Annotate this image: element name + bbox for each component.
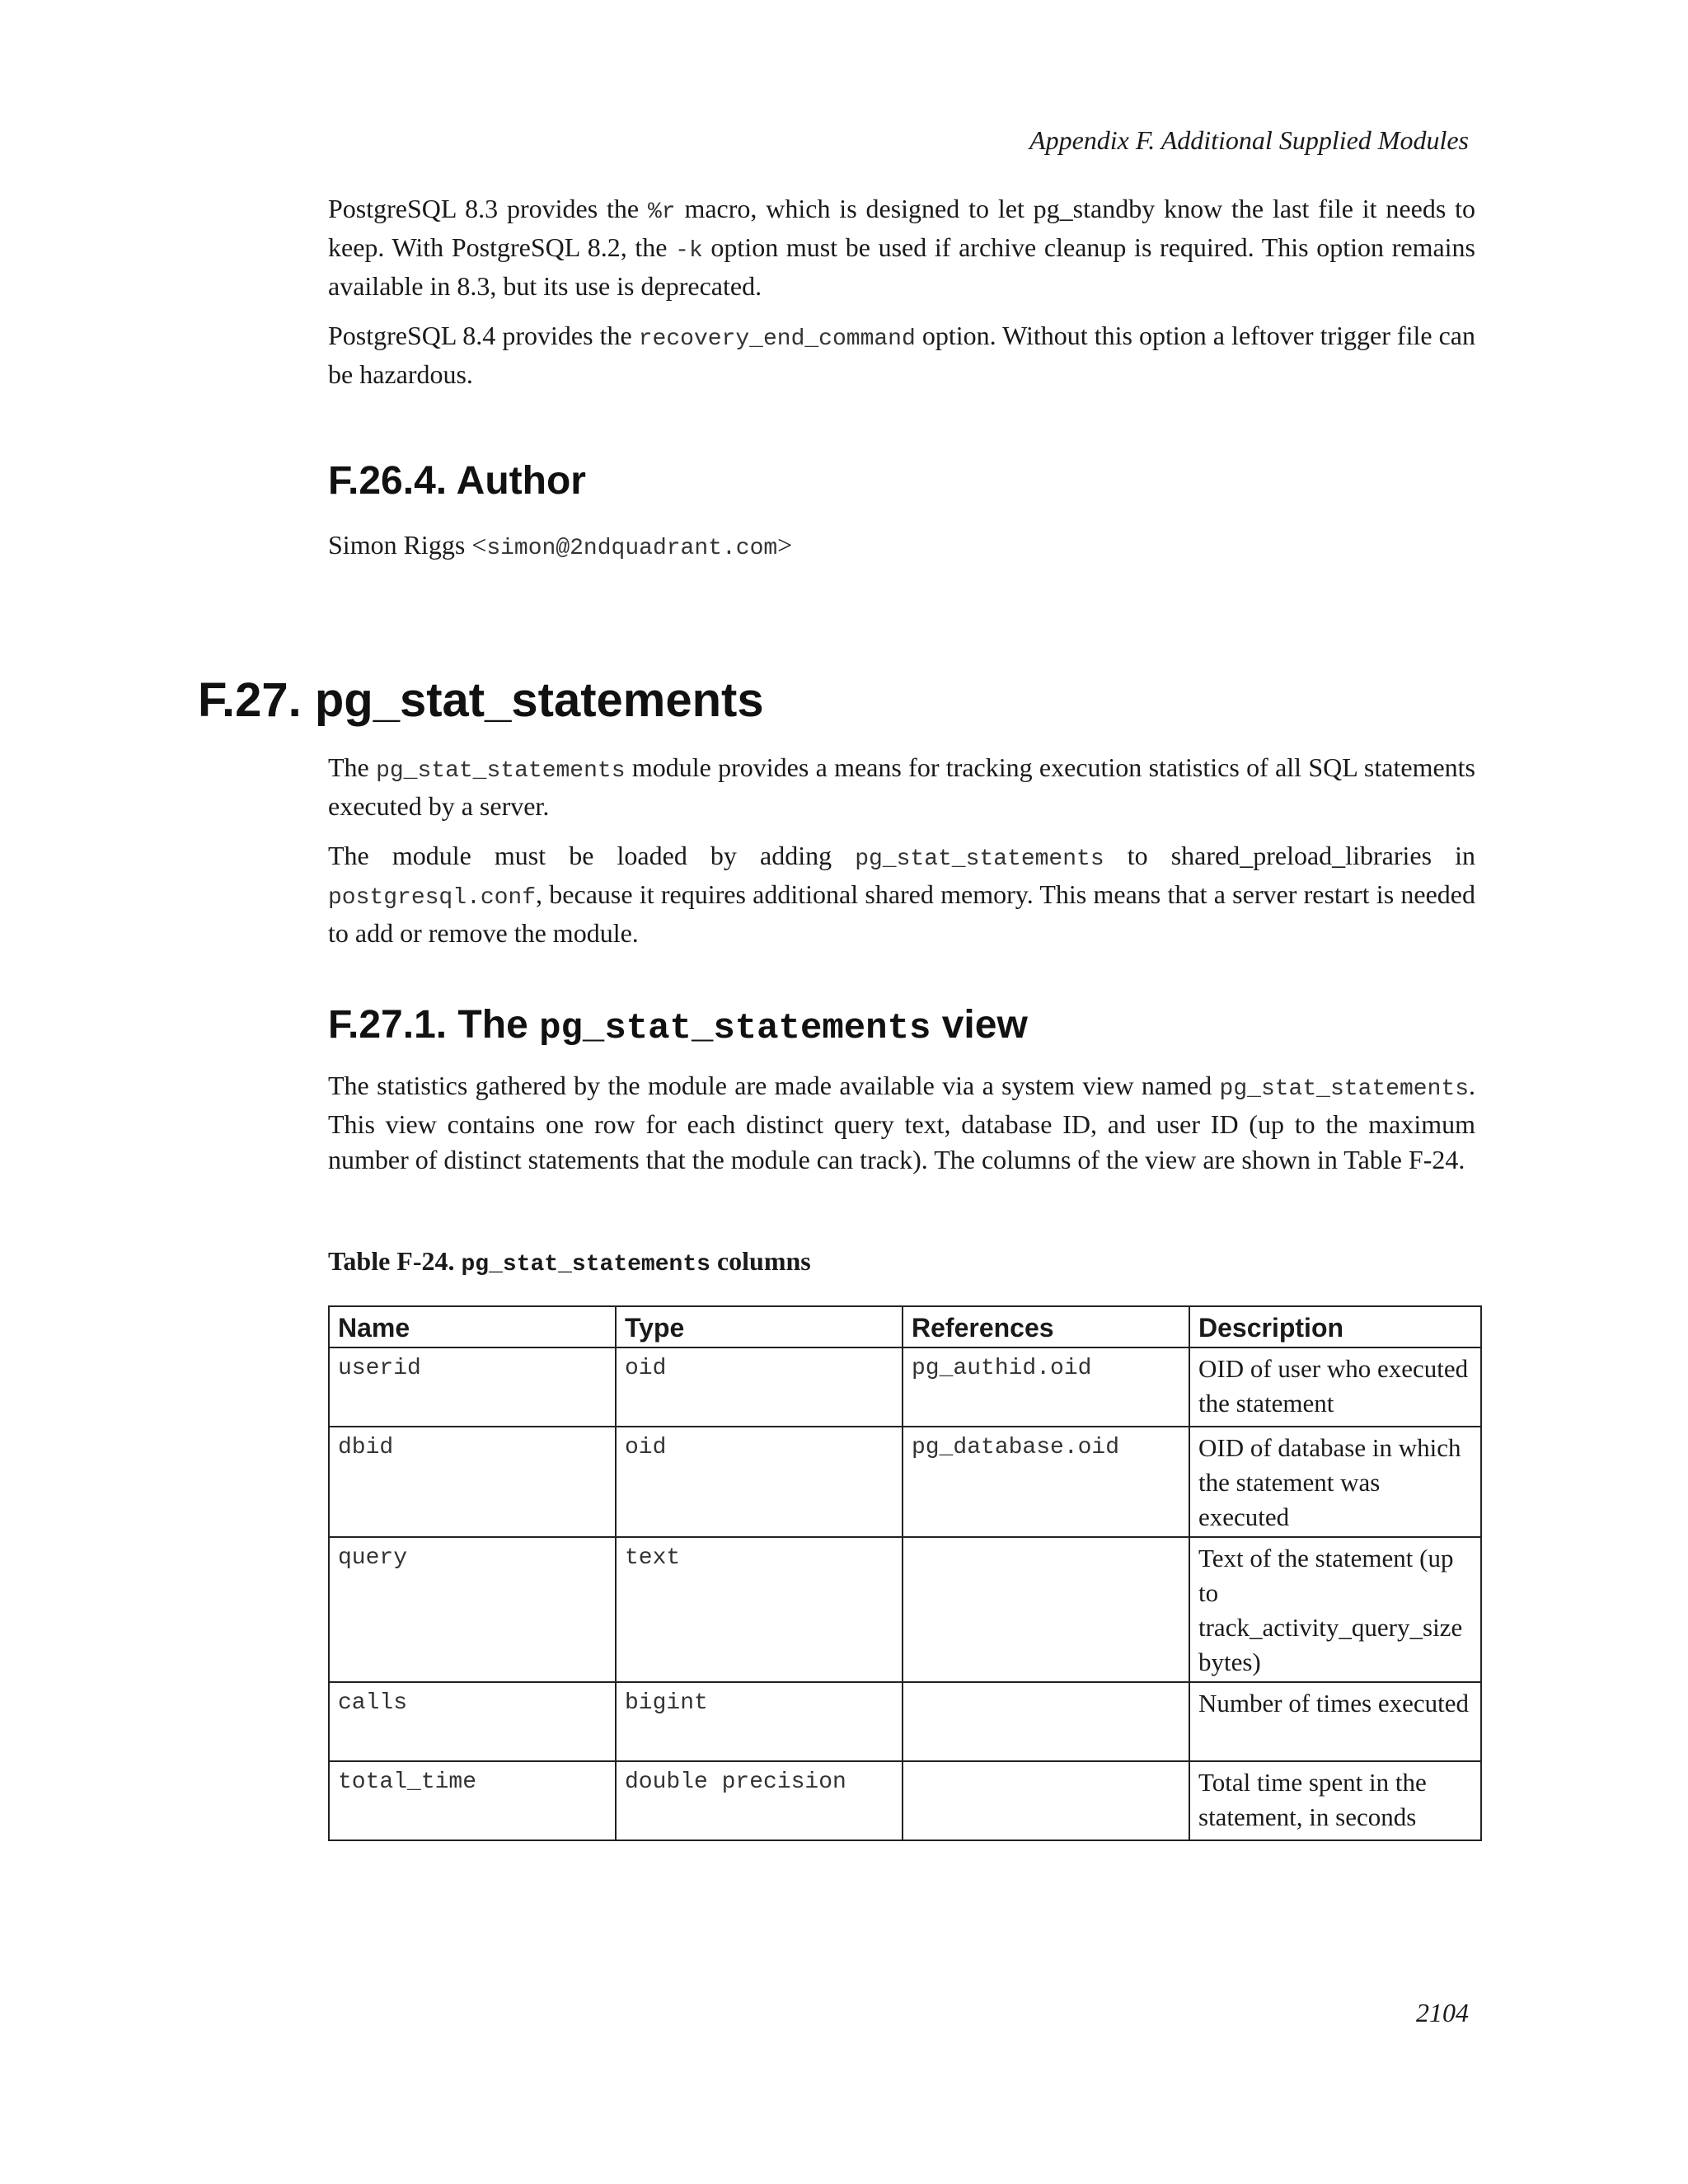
cell-type: double precision — [616, 1761, 903, 1840]
text: , because it requires additional shared memory. This means that a server restart is needed to add or remove the module. — [328, 879, 1475, 948]
section-intro — [328, 750, 1475, 965]
table-row — [329, 1427, 1481, 1537]
heading-text: view — [931, 1003, 1028, 1047]
cell-references — [903, 1682, 1189, 1761]
table-row — [329, 1537, 1481, 1682]
cell-name: dbid — [329, 1427, 616, 1537]
page-number: 2104 — [1416, 1998, 1469, 2027]
subsection-heading — [328, 1002, 1475, 1049]
table-header-row — [329, 1306, 1481, 1347]
cell-references: pg_database.oid — [903, 1427, 1189, 1537]
cell-description: Number of times executed — [1189, 1682, 1481, 1761]
cell-name: total_time — [329, 1761, 616, 1840]
text: The statistics gathered by the module are made available via a system view named — [328, 1071, 1220, 1100]
header-type: Type — [616, 1306, 903, 1347]
author-name: Simon Riggs < — [328, 530, 487, 560]
cell-references — [903, 1537, 1189, 1682]
author-line-block — [328, 527, 1475, 580]
paragraph — [328, 838, 1475, 951]
heading-text: F.27.1. The — [328, 1003, 540, 1047]
cell-description: OID of database in which the statement was executed — [1189, 1427, 1481, 1537]
text: module provides a means for tracking execution statistics of all SQL statements executed by a server. — [328, 752, 1476, 821]
cell-type: oid — [616, 1347, 903, 1427]
caption-code: pg_stat_statements — [461, 1252, 710, 1277]
paragraph — [328, 1068, 1475, 1178]
author-section — [328, 458, 1475, 504]
cell-name: userid — [329, 1347, 616, 1427]
text: option must be used if archive cleanup is required. This option remains available in 8.3, but its use is deprecated. — [328, 232, 1476, 301]
paragraph — [328, 318, 1475, 392]
header-name: Name — [329, 1306, 616, 1347]
paragraph — [328, 191, 1475, 304]
inline-code: pg_stat_statements — [376, 758, 626, 784]
text: . This view contains one row for each distinct query text, database ID, and user ID (up to the maximum number of distinct statements that the module can track). The columns of the view are shown in Table F-24. — [328, 1071, 1475, 1174]
table-row — [329, 1761, 1481, 1840]
cell-references: pg_authid.oid — [903, 1347, 1189, 1427]
text: PostgreSQL 8.4 provides the — [328, 321, 639, 350]
text: option. Without this option a leftover trigger file can be hazardous. — [328, 321, 1476, 389]
cell-description: OID of user who executed the statement — [1189, 1347, 1481, 1427]
table-row — [329, 1682, 1481, 1761]
inline-code: -k — [675, 238, 703, 264]
text: The — [328, 752, 377, 782]
cell-references — [903, 1761, 1189, 1840]
cell-type: text — [616, 1537, 903, 1682]
chapter-heading: F.27. pg_stat_statements — [198, 673, 764, 727]
cell-description: Total time spent in the statement, in seconds — [1189, 1761, 1481, 1840]
intro-block — [328, 191, 1475, 406]
cell-name: calls — [329, 1682, 616, 1761]
table-caption-block — [328, 1246, 1475, 1277]
paragraph — [328, 750, 1475, 824]
inline-code: pg_stat_statements — [855, 846, 1104, 872]
inline-code: pg_stat_statements — [1219, 1076, 1469, 1102]
text: > — [777, 530, 793, 560]
inline-code: recovery_end_command — [638, 326, 916, 352]
caption-text: Table F-24. — [328, 1246, 462, 1276]
cell-name: query — [329, 1537, 616, 1682]
author-line — [328, 527, 1475, 566]
section-heading: F.26.4. Author — [328, 459, 586, 503]
columns-table — [328, 1305, 1482, 1841]
table-row — [329, 1347, 1481, 1427]
inline-code: postgresql.conf — [328, 885, 537, 911]
text: macro, which is designed to let pg_standby know the last file it needs to keep. With PostgreSQL 8.2, the — [328, 194, 1476, 262]
text: The module must be loaded by adding — [328, 841, 856, 870]
author-email: simon@2ndquadrant.com — [486, 536, 778, 561]
text: to shared_preload_libraries in — [1104, 841, 1476, 870]
header-description: Description — [1189, 1306, 1481, 1347]
subsection-heading-block — [328, 1002, 1475, 1049]
text: PostgreSQL 8.3 provides the — [328, 194, 648, 223]
subsection-body — [328, 1068, 1475, 1192]
cell-type: bigint — [616, 1682, 903, 1761]
running-header: Appendix F. Additional Supplied Modules — [1029, 125, 1469, 155]
caption-text: columns — [710, 1246, 811, 1276]
inline-code: %r — [647, 199, 676, 225]
header-references: References — [903, 1306, 1189, 1347]
table-caption — [328, 1246, 1475, 1277]
cell-type: oid — [616, 1427, 903, 1537]
heading-code: pg_stat_statements — [539, 1008, 931, 1049]
table-block — [328, 1305, 1475, 1841]
cell-description: Text of the statement (up to track_activity_query_size bytes) — [1189, 1537, 1481, 1682]
